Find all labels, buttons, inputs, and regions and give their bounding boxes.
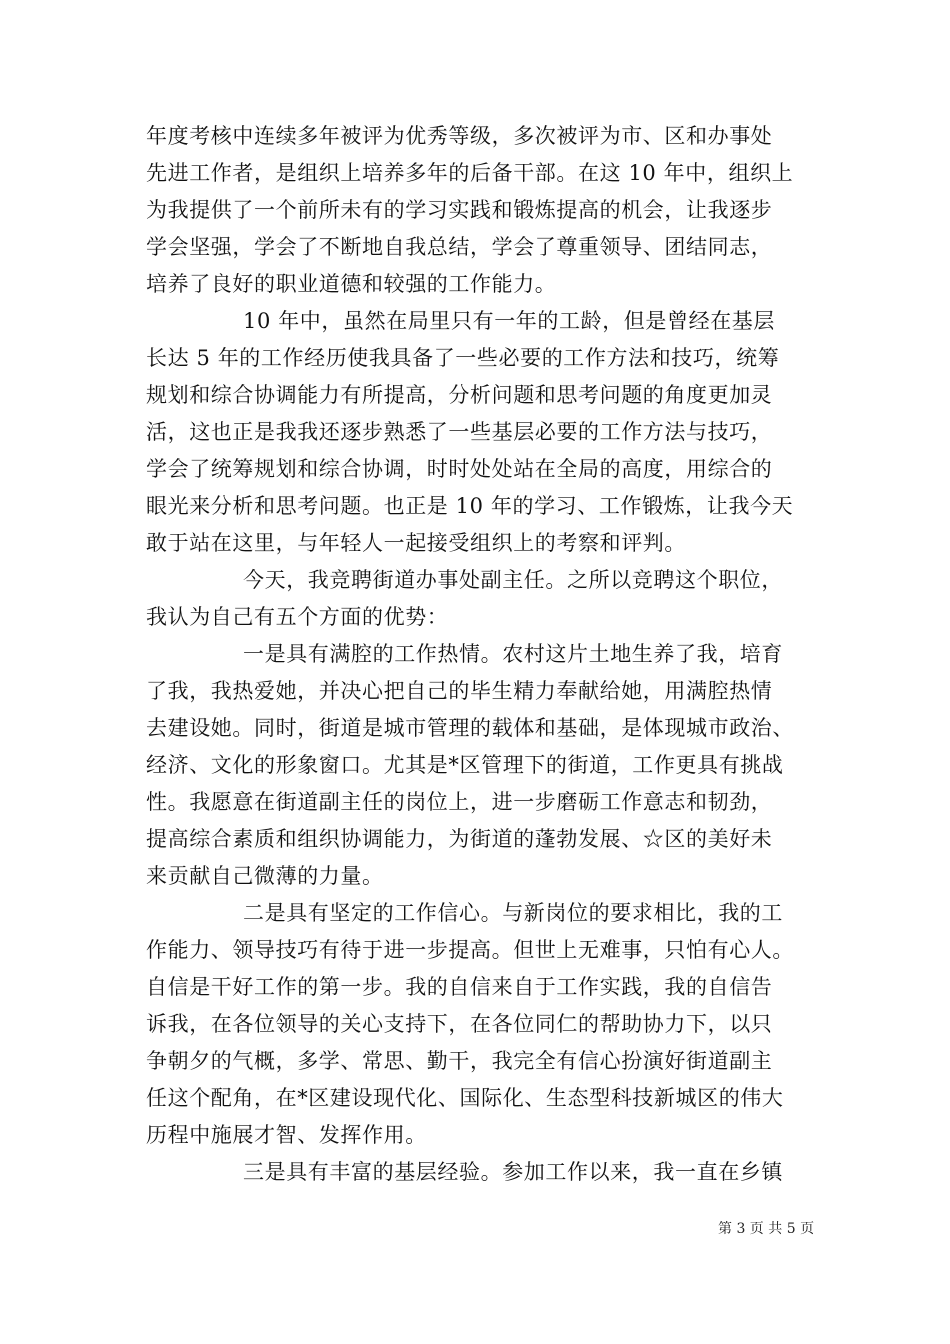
text-line: 长达 5 年的工作经历使我具备了一些必要的工作方法和技巧，统筹 [146, 346, 780, 370]
text-line: 去建设她。同时，街道是城市管理的载体和基础，是体现城市政治、 [146, 716, 794, 740]
paragraph-first-line: 一是具有满腔的工作热情。农村这片土地生养了我，培育 [243, 642, 783, 666]
text-line: 历程中施展才智、发挥作用。 [146, 1123, 427, 1147]
text-line: 作能力、领导技巧有待于进一步提高。但世上无难事，只怕有心人。 [146, 938, 794, 962]
text-line: 了我，我热爱她，并决心把自己的毕生精力奉献给她，用满腔热情 [146, 679, 773, 703]
paragraph-first-line: 10 年中，虽然在局里只有一年的工龄，但是曾经在基层 [243, 309, 775, 333]
text-line: 任这个配角，在*区建设现代化、国际化、生态型科技新城区的伟大 [146, 1086, 784, 1110]
body-text [146, 118, 826, 1191]
text-line: 培养了良好的职业道德和较强的工作能力。 [146, 272, 557, 296]
text-line: 眼光来分析和思考问题。也正是 10 年的学习、工作锻炼，让我今天 [146, 494, 794, 518]
text-line: 我认为自己有五个方面的优势： [146, 605, 449, 629]
text-line: 为我提供了一个前所未有的学习实践和锻炼提高的机会，让我逐步 [146, 198, 773, 222]
text-line: 敢于站在这里，与年轻人一起接受组织上的考察和评判。 [146, 531, 686, 555]
text-line: 诉我，在各位领导的关心支持下，在各位同仁的帮助协力下，以只 [146, 1012, 773, 1036]
text-line: 来贡献自己微薄的力量。 [146, 864, 384, 888]
text-line: 性。我愿意在街道副主任的岗位上，进一步磨砺工作意志和韧劲， [146, 790, 773, 814]
paragraph-first-line: 今天，我竞聘街道办事处副主任。之所以竞聘这个职位， [243, 568, 783, 592]
text-line: 活，这也正是我我还逐步熟悉了一些基层必要的工作方法与技巧， [146, 420, 773, 444]
text-line: 经济、文化的形象窗口。尤其是*区管理下的街道，工作更具有挑战 [146, 753, 784, 777]
text-line: 年度考核中连续多年被评为优秀等级，多次被评为市、区和办事处 [146, 124, 773, 148]
text-line: 争朝夕的气概，多学、常思、勤干，我完全有信心扮演好街道副主 [146, 1049, 773, 1073]
text-line: 先进工作者，是组织上培养多年的后备干部。在这 10 年中，组织上 [146, 161, 794, 185]
text-line: 自信是干好工作的第一步。我的自信来自于工作实践，我的自信告 [146, 975, 773, 999]
page-number-footer: 第 3 页 共 5 页 [718, 1221, 815, 1237]
text-line: 学会了统筹规划和综合协调，时时处处站在全局的高度，用综合的 [146, 457, 773, 481]
text-line: 提高综合素质和组织协调能力，为街道的蓬勃发展、☆区的美好未 [146, 827, 773, 851]
text-line: 学会坚强，学会了不断地自我总结，学会了尊重领导、团结同志， [146, 235, 773, 259]
paragraph-first-line: 二是具有坚定的工作信心。与新岗位的要求相比，我的工 [243, 901, 783, 925]
paragraph-first-line: 三是具有丰富的基层经验。参加工作以来，我一直在乡镇 [243, 1160, 783, 1184]
text-line: 规划和综合协调能力有所提高，分析问题和思考问题的角度更加灵 [146, 383, 773, 407]
